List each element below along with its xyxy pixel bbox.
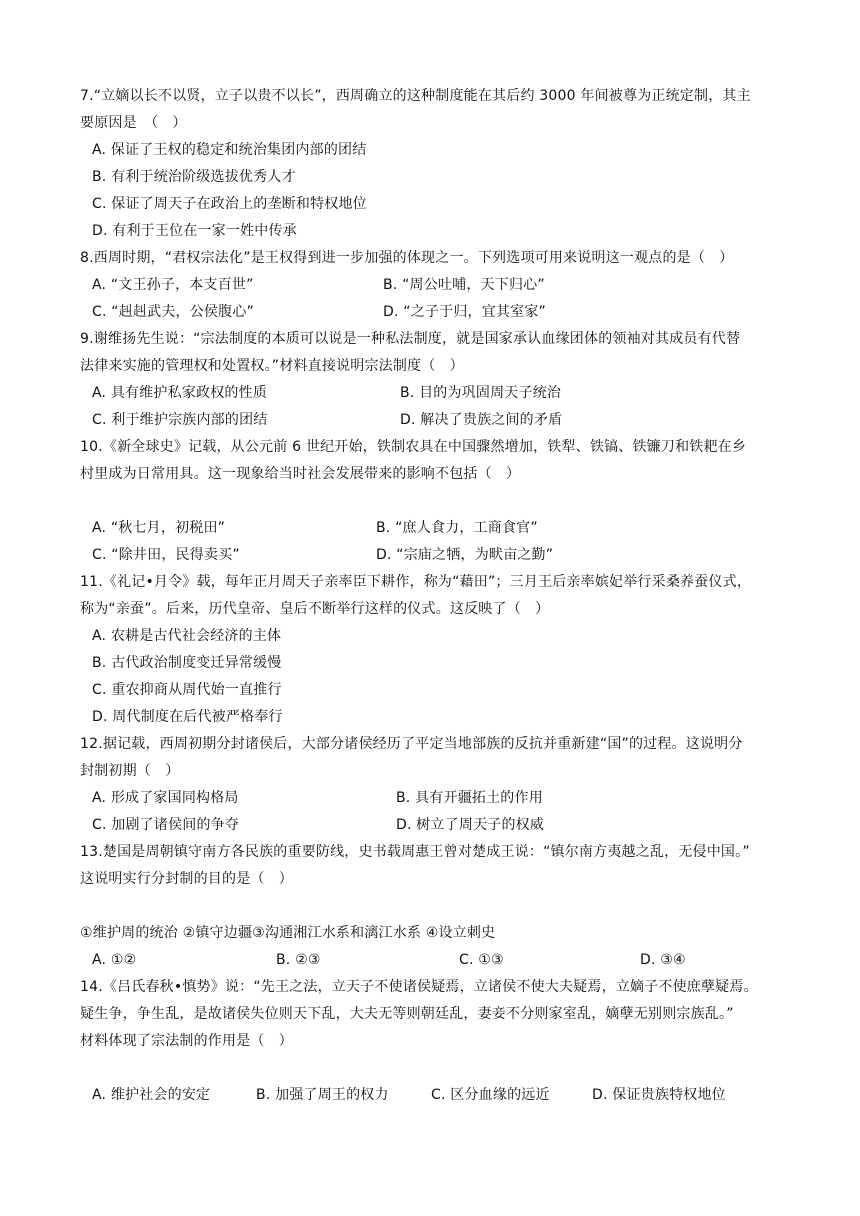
question-10-option-d: D. “宗庙之牺，为畎亩之勤” bbox=[376, 547, 554, 563]
question-14-option-a: A. 维护社会的安定 bbox=[92, 1087, 211, 1103]
question-14-stem-line-1: 14.《吕氏春秋•慎势》说：“先王之法，立天子不使诸侯疑焉，立诸侯不使大夫疑焉，立嫡子不使庶孽疑焉。 bbox=[80, 979, 758, 995]
question-11-stem-line-1: 11.《礼记•月令》载，每年正月周天子亲率臣下耕作，称为“藉田”；三月王后亲率嫔妃举行采桑养蚕仪式， bbox=[80, 574, 752, 590]
question-12-stem-line-2: 封制初期（ ） bbox=[80, 763, 180, 779]
question-13-stem-line-1: 13.楚国是周朝镇守南方各民族的重要防线，史书载周惠王曾对楚成王说：“镇尔南方夷越之乱，无侵中国。” bbox=[80, 844, 750, 860]
question-8-stem-line-1: 8.西周时期，“君权宗法化”是王权得到进一步加强的体现之一。下列选项可用来说明这一观点的是（ ） bbox=[80, 250, 734, 266]
question-10-option-a: A. “秋七月，初税田” bbox=[92, 520, 226, 536]
question-7-option-a: A. 保证了王权的稳定和统治集团内部的团结 bbox=[92, 142, 367, 158]
question-12-option-d: D. 树立了周天子的权威 bbox=[396, 817, 545, 833]
question-7-option-c: C. 保证了周天子在政治上的垄断和特权地位 bbox=[92, 196, 367, 212]
question-8-option-b: B. “周公吐哺，天下归心” bbox=[383, 277, 545, 293]
question-8-option-d: D. “之子于归，宜其室家” bbox=[383, 304, 546, 320]
question-8-option-a: A. “文王孙子，本支百世” bbox=[92, 277, 254, 293]
question-11-option-c: C. 重农抑商从周代始一直推行 bbox=[92, 682, 282, 698]
question-12-option-a: A. 形成了家国同构格局 bbox=[92, 790, 239, 806]
question-10-option-c: C. “除井田，民得卖买” bbox=[92, 547, 240, 563]
question-14-option-c: C. 区分血缘的远近 bbox=[431, 1087, 550, 1103]
question-9-option-a: A. 具有维护私家政权的性质 bbox=[92, 385, 268, 401]
question-11-option-a: A. 农耕是古代社会经济的主体 bbox=[92, 628, 282, 644]
question-14-option-d: D. 保证贵族特权地位 bbox=[592, 1087, 726, 1103]
question-10-stem-line-1: 10.《新全球史》记载，从公元前 6 世纪开始，铁制农具在中国骤然增加，铁犁、铁镐、铁镰刀和铁耙在乡 bbox=[80, 439, 747, 455]
question-9-stem-line-1: 9.谢维扬先生说：“宗法制度的本质可以说是一种私法制度，就是国家承认血缘团体的领袖对其成员有代替 bbox=[80, 331, 741, 347]
question-11-option-b: B. 古代政治制度变迁异常缓慢 bbox=[92, 655, 282, 671]
question-9-option-c: C. 利于维护宗族内部的团结 bbox=[92, 412, 268, 428]
question-9-option-b: B. 目的为巩固周天子统治 bbox=[400, 385, 562, 401]
question-11-stem-line-2: 称为“亲蚕”。后来，历代皇帝、皇后不断举行这样的仪式。这反映了（ ） bbox=[80, 601, 550, 617]
question-10-stem-line-2: 村里成为日常用具。这一现象给当时社会发展带来的影响不包括（ ） bbox=[80, 466, 521, 482]
question-12-stem-line-1: 12.据记载，西周初期分封诸侯后，大部分诸侯经历了平定当地部族的反抗并重新建“国”的过程。这说明分 bbox=[80, 736, 743, 752]
question-13-option-d: D. ③④ bbox=[640, 952, 686, 968]
question-13-option-a: A. ①② bbox=[92, 952, 137, 968]
question-14-stem-line-2: 疑生争，争生乱，是故诸侯失位则天下乱，大夫无等则朝廷乱，妻妾不分则家室乱，嫡孽无别则宗族乱。” bbox=[80, 1006, 734, 1022]
question-13-option-c: C. ①③ bbox=[459, 952, 504, 968]
question-9-stem-line-2: 法律来实施的管理权和处置权。”材料直接说明宗法制度（ ） bbox=[80, 358, 464, 374]
question-13-stem-line-2: 这说明实行分封制的目的是（ ） bbox=[80, 871, 293, 887]
question-7-option-b: B. 有利于统治阶级选拔优秀人才 bbox=[92, 169, 296, 185]
question-12-option-b: B. 具有开疆拓土的作用 bbox=[396, 790, 543, 806]
question-11-option-d: D. 周代制度在后代被严格奉行 bbox=[92, 709, 283, 725]
question-14-option-b: B. 加强了周王的权力 bbox=[256, 1087, 389, 1103]
question-7-option-d: D. 有利于王位在一家一姓中传承 bbox=[92, 223, 297, 239]
question-8-option-c: C. “赳赳武夫，公侯腹心” bbox=[92, 304, 254, 320]
question-13-items: ①维护周的统治 ②镇守边疆③沟通湘江水系和漓江水系 ④设立刺史 bbox=[80, 925, 496, 941]
question-7-stem-line-2: 要原因是 （ ） bbox=[80, 115, 187, 131]
question-14-stem-line-3: 材料体现了宗法制的作用是（ ） bbox=[80, 1033, 293, 1049]
question-7-stem-line-1: 7.“立嫡以长不以贤，立子以贵不以长”，西周确立的这种制度能在其后约 3000 年间被尊为正统定制，其主 bbox=[80, 88, 751, 104]
question-12-option-c: C. 加剧了诸侯间的争夺 bbox=[92, 817, 240, 833]
question-9-option-d: D. 解决了贵族之间的矛盾 bbox=[400, 412, 563, 428]
question-10-option-b: B. “庶人食力，工商食官” bbox=[376, 520, 538, 536]
question-13-option-b: B. ②③ bbox=[276, 952, 321, 968]
